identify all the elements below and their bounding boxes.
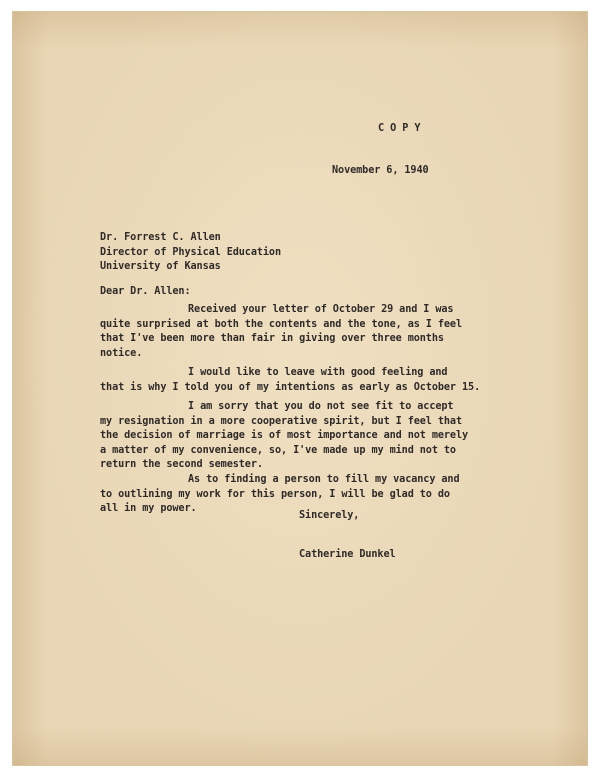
closing: Sincerely, [299,510,360,521]
paragraph-line: that I've been more than fair in giving over three months [100,333,444,344]
letter-date: November 6, 1940 [332,165,429,176]
paragraph-3 [100,400,468,473]
paragraph-line: Received your letter of October 29 and I was [188,304,454,315]
paragraph-line: the decision of marriage is of most importance and not merely [100,430,469,441]
paragraph-1 [100,303,462,361]
paragraph-2 [100,366,480,395]
recipient-block [100,231,281,275]
letter-page [13,12,587,765]
paragraph-line: my resignation in a more cooperative spirit, but I feel that [100,415,463,427]
recipient-title: Director of Physical Education [100,246,282,258]
paragraph-line: all in my power. [100,503,197,514]
paragraph-line: I would like to leave with good feeling and [188,367,448,378]
paragraph-line: a matter of my convenience, so, I've made up my mind not to [100,444,456,456]
paragraph-line: notice. [100,347,143,359]
salutation: Dear Dr. Allen: [100,286,191,297]
paragraph-line: I am sorry that you do not see fit to accept [188,401,454,412]
paragraph-line: return the second semester. [100,459,263,470]
paragraph-line: As to finding a person to fill my vacancy and [188,474,460,485]
recipient-institution: University of Kansas [100,261,221,272]
paragraph-line: to outlining my work for this person, I will be glad to do [100,488,450,500]
paragraph-line: that is why I told you of my intentions as early as October 15. [100,381,481,393]
recipient-name: Dr. Forrest C. Allen [100,232,221,243]
copy-label: COPY [378,123,427,134]
paragraph-line: quite surprised at both the contents and the tone, as I feel [100,318,463,330]
signature-name: Catherine Dunkel [299,549,396,560]
paragraph-4 [100,473,460,517]
